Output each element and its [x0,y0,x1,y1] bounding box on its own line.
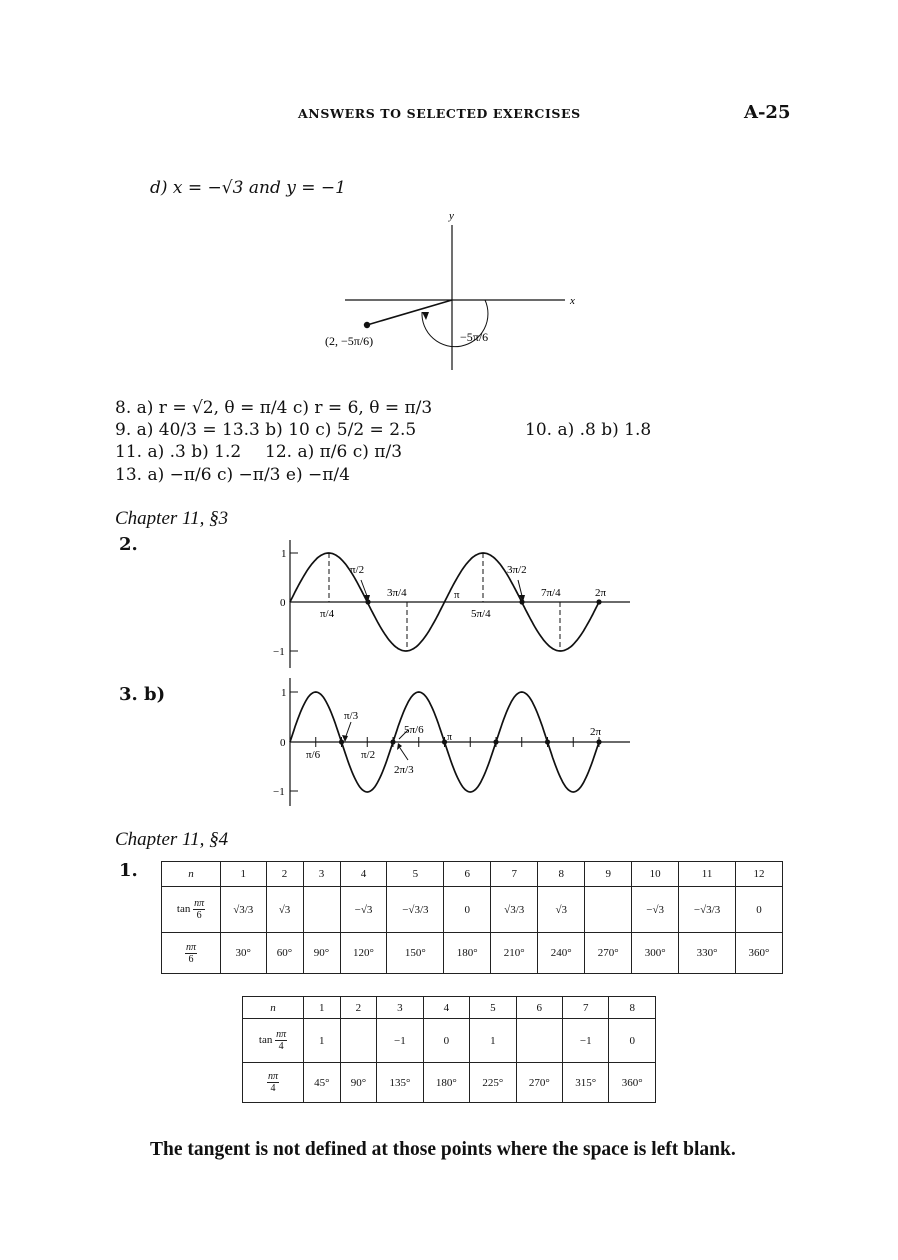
table1-tan-cell [585,887,632,933]
table1-tan-text: tan [176,903,191,916]
table2-n-cell: 4 [423,997,469,1019]
table2-deg-cell: 315° [563,1063,609,1103]
ex2-arrow-3pi2 [518,580,522,596]
ex2-dot-pi2 [365,599,370,604]
table2-tan-text: tan [258,1034,273,1047]
table1-frac-num: nπ [194,898,205,909]
table1-tan-cell: √3 [266,887,303,933]
table2-tan-cell: −1 [377,1019,423,1063]
table2-n-cell: 8 [609,997,656,1019]
table1-deg-cell: 150° [387,933,444,974]
table1-tan-header [162,887,221,933]
ex2-label-3pi4: 3π/4 [387,587,407,599]
table2-deg-cell: 90° [340,1063,377,1103]
table2-deg-cell: 225° [470,1063,516,1103]
table1-tan-cell: 0 [735,887,782,933]
table1-n-cell: 12 [735,862,782,887]
answer-13: 13. a) −π/6 c) −π/3 e) −π/4 [115,465,350,485]
table2-n-cell: 2 [340,997,377,1019]
sine-graph-ex2 [270,540,640,670]
table1-n-row [162,862,783,887]
ex3-label-pi: π [447,732,453,743]
table1-n-cell: 1 [221,862,267,887]
table2-tan-cell [516,1019,562,1063]
table1-deg-fraction [185,942,197,965]
ex2-label-3pi2: 3π/2 [507,564,527,576]
table1-deg-row [162,933,783,974]
table1-tan-cell: √3 [538,887,585,933]
table1-deg-cell: 180° [444,933,491,974]
ex3-arrow-pi3 [346,722,351,736]
table2-n-header: n [243,997,304,1019]
ex3-y-label-0: 0 [280,737,286,749]
table1-deg-cell: 240° [538,933,585,974]
ex2-y-label-neg1: −1 [273,646,285,658]
table2-deg-cell: 180° [423,1063,469,1103]
table2-deg-row [243,1063,656,1103]
part-d-label: d) x = −√3 and y = −1 [150,178,346,198]
answer-11: 11. a) .3 b) 1.2 [115,442,242,462]
table1-deg-cell: 360° [735,933,782,974]
table1-deg-frac-num: nπ [185,941,196,953]
table1-tan-cell: √3/3 [491,887,538,933]
table1-fraction [193,898,205,921]
ex3-zero-dot [493,739,498,744]
ex2-label-7pi4: 7π/4 [541,587,561,599]
ex2-y-label-0: 0 [280,597,286,609]
answer-9: 9. a) 40/3 = 13.3 b) 10 c) 5/2 = 2.5 [115,420,417,440]
exercise-3b-number: 3. b) [119,684,166,705]
table2-deg-cell: 135° [377,1063,423,1103]
table2-n-cell: 7 [563,997,609,1019]
table1-tan-cell: √3/3 [221,887,267,933]
table2-tan-cell: 1 [470,1019,516,1063]
table2-deg-frac-den: 4 [270,1083,276,1094]
table1-n-cell: 8 [538,862,585,887]
table2-tan-cell: −1 [563,1019,609,1063]
table1-deg-cell: 120° [340,933,387,974]
table2-tan-cell: 0 [609,1019,656,1063]
answer-8: 8. a) r = √2, θ = π/4 c) r = 6, θ = π/3 [115,398,433,418]
table1-deg-cell: 270° [585,933,632,974]
ex3-label-pi6: π/6 [306,749,321,761]
table2-n-cell: 1 [304,997,341,1019]
ex2-label-pi: π [454,589,460,601]
table2-tan-cell: 1 [304,1019,341,1063]
section-4-title: Chapter 11, §4 [115,829,229,850]
ex3-label-5pi6: 5π/6 [404,724,424,736]
table1-deg-cell: 30° [221,933,267,974]
sine-graph-ex3 [270,678,640,808]
polar-figure [325,205,590,375]
ex3-y-label-neg1: −1 [273,786,285,798]
ex3-label-2pi: 2π [590,726,602,738]
table2-tan-row [243,1019,656,1063]
table2-tan-cell: 0 [423,1019,469,1063]
table2-deg-cell: 360° [609,1063,656,1103]
running-header: ANSWERS TO SELECTED EXERCISES [298,106,581,121]
footnote: The tangent is not defined at those points where the space is left blank. [150,1139,736,1160]
ex2-label-5pi4: 5π/4 [471,608,491,620]
table1-tan-cell [303,887,340,933]
ex2-y-label-1: 1 [281,548,287,560]
arc-arrowhead [422,312,429,320]
table1-n-cell: 9 [585,862,632,887]
table2-deg-cell: 270° [516,1063,562,1103]
ex2-label-2pi: 2π [595,587,607,599]
table2-tan-header [243,1019,304,1063]
table1-n-cell: 10 [632,862,679,887]
table2-n-cell: 6 [516,997,562,1019]
ex3-y-label-1: 1 [281,687,287,699]
ex3-zero-dot [596,739,601,744]
table1-n-header: n [162,862,221,887]
radius-segment [367,300,452,325]
exercise-1-number: 1. [119,860,138,881]
y-axis-label: y [449,210,454,222]
table2-frac-den: 4 [278,1041,284,1052]
table1-n-cell: 7 [491,862,538,887]
table1-deg-header [162,933,221,974]
table1-n-cell: 11 [679,862,736,887]
table2-deg-frac-num: nπ [267,1071,278,1082]
ex3-arrow-2pi3 [400,748,408,760]
exercise-2-number: 2. [119,534,138,555]
ex3-label-pi3: π/3 [344,710,359,722]
table2-n-row [243,997,656,1019]
table2-deg-fraction [267,1071,279,1094]
ex2-dot-2pi [596,599,601,604]
table1-deg-cell: 90° [303,933,340,974]
answer-10: 10. a) .8 b) 1.8 [525,420,652,440]
table1-n-cell: 3 [303,862,340,887]
answer-12: 12. a) π/6 c) π/3 [265,442,403,462]
table1-n-cell: 6 [444,862,491,887]
table2-tan-cell [340,1019,377,1063]
angle-label: −5π/6 [460,330,489,344]
ex3-zero-dot [339,739,344,744]
ex3-label-2pi3: 2π/3 [394,764,414,776]
page-number: A-25 [744,102,791,123]
table2-deg-cell: 45° [304,1063,341,1103]
ex2-label-pi4: π/4 [320,608,335,620]
table1-frac-den: 6 [196,910,202,921]
table2-fraction [275,1029,287,1052]
tangent-table-sixths [161,861,783,974]
table1-deg-cell: 60° [266,933,303,974]
section-3-title: Chapter 11, §3 [115,508,229,529]
ex2-arrow-pi2 [361,580,367,596]
table1-deg-frac-den: 6 [188,953,194,965]
point-marker [364,322,370,328]
point-label: (2, −5π/6) [325,334,374,348]
ex2-dot-3pi2 [519,599,524,604]
table1-tan-cell: −√3/3 [387,887,444,933]
ex3-zero-dot [390,739,395,744]
table1-tan-cell: −√3/3 [679,887,736,933]
table1-deg-cell: 210° [491,933,538,974]
x-axis-label: x [570,295,575,307]
table2-deg-header [243,1063,304,1103]
tangent-table-quarters [242,996,656,1103]
table1-n-cell: 4 [340,862,387,887]
table2-frac-num: nπ [276,1029,287,1040]
table1-deg-cell: 300° [632,933,679,974]
ex3-label-pi2: π/2 [361,749,376,761]
table1-tan-cell: 0 [444,887,491,933]
table1-deg-cell: 330° [679,933,736,974]
table1-tan-cell: −√3 [340,887,387,933]
table1-tan-cell: −√3 [632,887,679,933]
ex3-zero-dot [545,739,550,744]
ex3-arrowhead-2pi3 [397,743,402,750]
table1-n-cell: 5 [387,862,444,887]
table2-n-cell: 5 [470,997,516,1019]
table2-n-cell: 3 [377,997,423,1019]
table1-tan-row [162,887,783,933]
ex2-label-pi2: π/2 [350,564,365,576]
table1-n-cell: 2 [266,862,303,887]
